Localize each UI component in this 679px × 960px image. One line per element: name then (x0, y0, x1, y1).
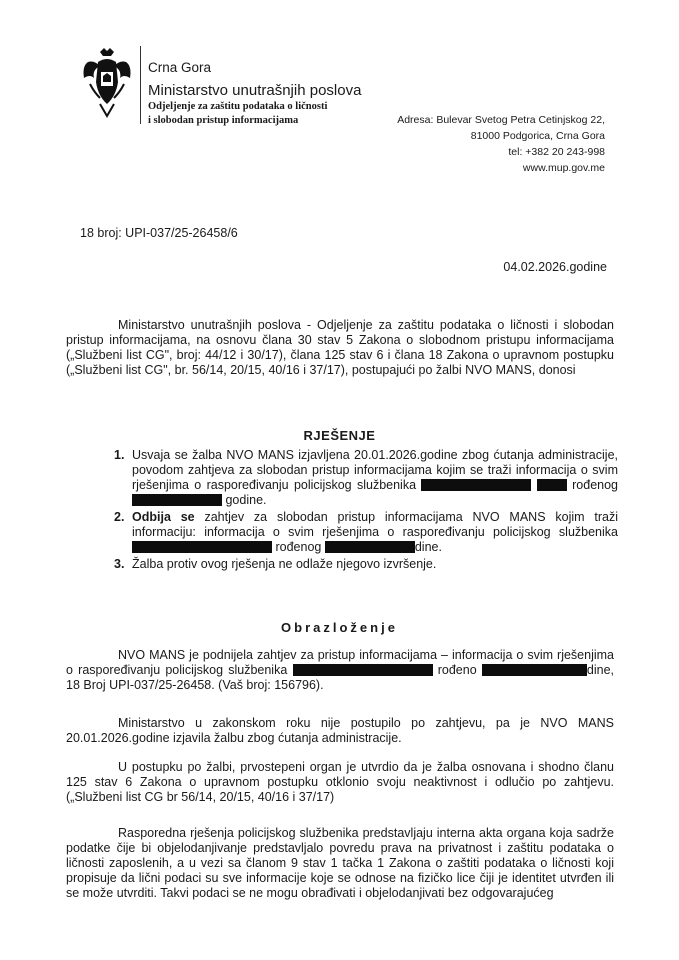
redaction-bar (132, 494, 222, 506)
item-text-born: rođenog (275, 540, 322, 554)
reasoning-paragraph-4: Rasporedna rješenja policijskog službenika predstavljaju interna akta organa koja sadrže podatke čije bi objelodanjivanje predstavljalo povredu prava na privatnost i zaštitu podataka o ličnosti zaposlenih, a u vezi sa članom 9 stav 1 tačka 1 Zakona o zaštiti podataka o ličnosti koji propisuje da lični podaci su sve informacije koje se odnose na fizičko lice čiji je identitet utvrđen ili se može utvrditi. Takvi podaci se ne mogu obrađivati i objelodanjivati bez odgovarajućeg (66, 826, 614, 900)
department-name (148, 100, 327, 128)
address-line-2: 81000 Podgorica, Crna Gora (470, 130, 605, 142)
item-text-end: dine. (414, 540, 442, 554)
item-number: 3. (114, 557, 125, 571)
document-number: 18 broj: UPI-037/25-26458/6 (80, 226, 238, 240)
item-text: Usvaja se žalba NVO MANS izjavljena 20.01.2026.godine zbog ćutanja administracije, povodom zahtjeva za slobodan pristup informacijama kojim se traži informacija o svim rješenjima o raspoređivanju policijskog službenika (132, 448, 618, 492)
department-line-2: i slobodan pristup informacijama (148, 115, 299, 126)
item-text: Žalba protiv ovog rješenja ne odlaže njegovo izvršenje. (132, 557, 437, 571)
reasoning-paragraph-3: U postupku po žalbi, prvostepeni organ je utvrdio da je žalba osnovana i shodno članu 125 stav 6 Zakona o upravnom postupku otklonio svoju neaktivnost i odlučio po zahtjevu. („Službeni list CG br 56/14, 20/15, 40/16 i 37/17) (66, 760, 614, 804)
decision-items (96, 448, 618, 574)
item-text-end: godine. (225, 493, 267, 507)
decision-item (96, 510, 618, 555)
redaction-bar (482, 664, 587, 676)
p1-text-b: rođeno (437, 663, 477, 677)
website: www.mup.gov.me (522, 162, 605, 174)
p1-text-c: dine, 18 Broj UPI-037/25-26458. (Vaš broj: 156796). (66, 663, 614, 692)
address-block (397, 112, 605, 176)
decision-title: RJEŠENJE (303, 428, 376, 443)
ministry-name: Ministarstvo unutrašnjih poslova (148, 82, 362, 99)
item-text-born: rođenog (572, 478, 618, 492)
redaction-bar (132, 541, 272, 553)
country-name: Crna Gora (148, 60, 212, 75)
address-line-1: Adresa: Bulevar Svetog Petra Cetinjskog 22, (397, 114, 605, 126)
phone: tel: +382 20 243-998 (508, 146, 605, 158)
department-line-1: Odjeljenje za zaštitu podataka o ličnosti (148, 101, 328, 112)
intro-paragraph: Ministarstvo unutrašnjih poslova - Odjeljenje za zaštitu podataka o ličnosti i slobodan pristup informacijama, na osnovu člana 30 stav 5 Zakona o slobodnom pristupu informacijama („Službeni list CG", broj: 44/12 i 30/17), člana 125 stav 6 i člana 18 Zakona o upravnom postupku („Službeni list CG", br. 56/14, 20/15, 40/16 i 37/17), postupajući po žalbi NVO MANS, donosi (66, 318, 614, 377)
item-number: 1. (114, 448, 125, 462)
document-date: 04.02.2026.godine (503, 260, 607, 274)
item-text: zahtjev za slobodan pristup informacijama NVO MANS kojim traži informaciju: informacija o svim rješenjima o raspoređivanju policijskog službenika (132, 510, 618, 539)
reasoning-paragraph-1 (66, 648, 614, 693)
redaction-bar (293, 664, 433, 676)
item-number: 2. (114, 510, 125, 524)
reasoning-paragraph-2: Ministarstvo u zakonskom roku nije postupilo po zahtjevu, pa je NVO MANS 20.01.2026.godine izjavila žalbu zbog ćutanja administracije. (66, 716, 614, 745)
decision-item (96, 557, 618, 572)
decision-item (96, 448, 618, 508)
p1-text-a: NVO MANS je podnijela zahtjev za pristup informacijama – informacija o svim rješenjima o raspoređivanju policijskog službenika (66, 648, 614, 677)
coat-of-arms-icon (80, 48, 134, 118)
header-divider (140, 46, 141, 124)
redaction-bar (421, 479, 531, 491)
redaction-bar (537, 479, 567, 491)
item-bold: Odbija se (132, 510, 195, 524)
reasoning-title: Obrazloženje (281, 620, 398, 635)
redaction-bar (325, 541, 415, 553)
